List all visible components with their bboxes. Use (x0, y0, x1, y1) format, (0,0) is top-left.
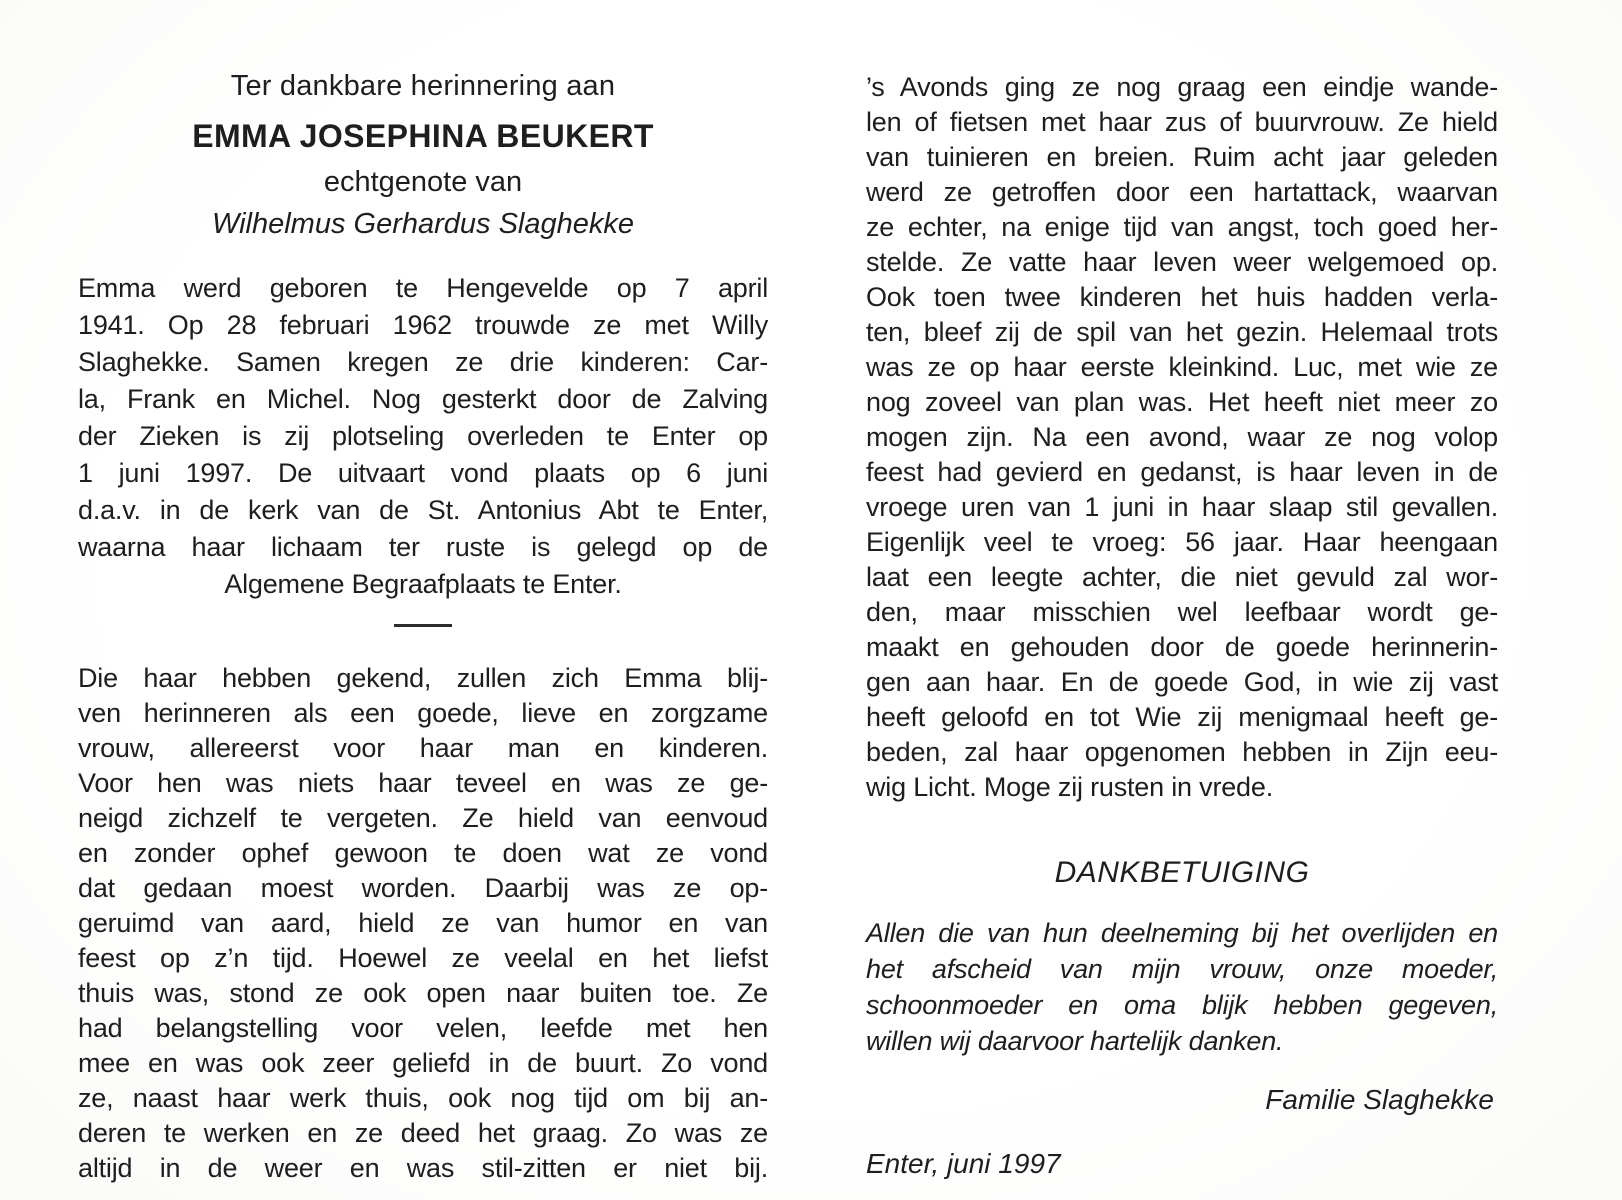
place-and-date: Enter, juni 1997 (866, 1148, 1061, 1179)
remembrance-paragraph (78, 661, 768, 1186)
text-line: Slaghekke. Samen kregen ze drie kinderen: Car- (78, 347, 768, 377)
header-relation-line: echtgenote van (323, 166, 523, 198)
text-line: werd ze getroffen door een hartattack, waarvan (866, 177, 1498, 207)
text-line: Voor hen was niets haar teveel en was ze ge- (78, 768, 768, 798)
text-line: was ze op haar eerste kleinkind. Luc, met wie ze (866, 352, 1498, 382)
text-line: schoonmoeder en oma blijk hebben gegeven, (866, 990, 1498, 1020)
family-signature: Familie Slaghekke (1265, 1084, 1494, 1115)
text-line: het afscheid van mijn vrouw, onze moeder, (866, 954, 1498, 984)
text-line: waarna haar lichaam ter ruste is gelegd op de (78, 532, 768, 562)
text-line: Emma werd geboren te Hengevelde op 7 april (78, 273, 768, 303)
text-line: Eigenlijk veel te vroeg: 56 jaar. Haar heengaan (866, 527, 1498, 557)
text-line: ze echter, na enige tijd van angst, toch goed her- (866, 212, 1498, 242)
header-intro-line: Ter dankbare herinnering aan (230, 70, 616, 102)
left-page-column (78, 0, 768, 1186)
text-line: vroege uren van 1 juni in haar slaap stil gevallen. (866, 492, 1498, 522)
spouse-name: Wilhelmus Gerhardus Slaghekke (211, 208, 635, 240)
text-line: willen wij daarvoor hartelijk danken. (866, 1026, 1284, 1056)
text-line: deren te werken en ze deed het graag. Zo was ze (78, 1118, 768, 1148)
text-line: 1 juni 1997. De uitvaart vond plaats op 6 juni (78, 458, 768, 488)
deceased-name: EMMA JOSEPHINA BEUKERT (192, 118, 654, 154)
text-line: der Zieken is zij plotseling overleden te Enter op (78, 421, 768, 451)
section-divider (78, 617, 768, 641)
text-line: mogen zijn. Na een avond, waar ze nog volop (866, 422, 1498, 452)
text-line: Allen die van hun deelneming bij het overlijden en (866, 918, 1498, 948)
text-line: heeft geloofd en tot Wie zij menigmaal heeft ge- (866, 702, 1498, 732)
text-line: neigd zichzelf te vergeten. Ze hield van eenvoud (78, 803, 768, 833)
text-line: beden, zal haar opgenomen hebben in Zijn eeu- (866, 737, 1498, 767)
text-line: d.a.v. in de kerk van de St. Antonius Abt te Enter, (78, 495, 768, 525)
text-line: den, maar misschien wel leefbaar wordt ge- (866, 597, 1498, 627)
memorial-header (78, 66, 768, 244)
text-line: van tuinieren en breien. Ruim acht jaar geleden (866, 142, 1498, 172)
text-line: feest had gevierd en gedanst, is haar leven in de (866, 457, 1498, 487)
text-line: en zonder ophef gewoon te doen wat ze vond (78, 838, 768, 868)
text-line: len of fietsen met haar zus of buurvrouw. Ze hield (866, 107, 1498, 137)
biography-paragraph (78, 270, 768, 603)
text-line: had belangstelling voor velen, leefde met hen (78, 1013, 768, 1043)
text-line: wig Licht. Moge zij rusten in vrede. (866, 772, 1273, 802)
text-line: gen aan haar. En de goede God, in wie zij vast (866, 667, 1498, 697)
text-line: mee en was ook zeer geliefd in de buurt. Zo vond (78, 1048, 768, 1078)
text-line: ze, naast haar werk thuis, ook nog tijd om bij an- (78, 1083, 768, 1113)
text-line: thuis was, stond ze ook open naar buiten toe. Ze (78, 978, 768, 1008)
text-line: 1941. Op 28 februari 1962 trouwde ze met Willy (78, 310, 768, 340)
text-line: geruimd van aard, hield ze van humor en van (78, 908, 768, 938)
text-line: nog zoveel van plan was. Het heeft niet meer zo (866, 387, 1498, 417)
divider-rule (394, 624, 452, 627)
text-line: feest op z’n tijd. Hoewel ze veelal en het liefst (78, 943, 768, 973)
text-line: stelde. Ze vatte haar leven weer welgemoed op. (866, 247, 1498, 277)
text-line: Algemene Begraafplaats te Enter. (224, 569, 622, 599)
text-line: vrouw, allereerst voor haar man en kinderen. (78, 733, 768, 763)
text-line: dat gedaan moest worden. Daarbij was ze op- (78, 873, 768, 903)
life-story-paragraph (866, 70, 1498, 805)
text-line: altijd in de weer en was stil-zitten er niet bij. (78, 1153, 768, 1183)
right-page-column (866, 0, 1498, 1183)
text-line: maakt en gehouden door de goede herinnerin- (866, 632, 1498, 662)
text-line: ven herinneren als een goede, lieve en zorgzame (78, 698, 768, 728)
text-line: ten, bleef zij de spil van het gezin. Helemaal trots (866, 317, 1498, 347)
text-line: laat een leegte achter, die niet gevuld zal wor- (866, 562, 1498, 592)
acknowledgement-heading: DANKBETUIGING (1054, 856, 1310, 889)
text-line: Ook toen twee kinderen het huis hadden verla- (866, 282, 1498, 312)
text-line: ’s Avonds ging ze nog graag een eindje wande- (866, 72, 1498, 102)
text-line: la, Frank en Michel. Nog gesterkt door de Zalving (78, 384, 768, 414)
acknowledgement-paragraph (866, 915, 1498, 1059)
text-line: Die haar hebben gekend, zullen zich Emma blij- (78, 663, 768, 693)
